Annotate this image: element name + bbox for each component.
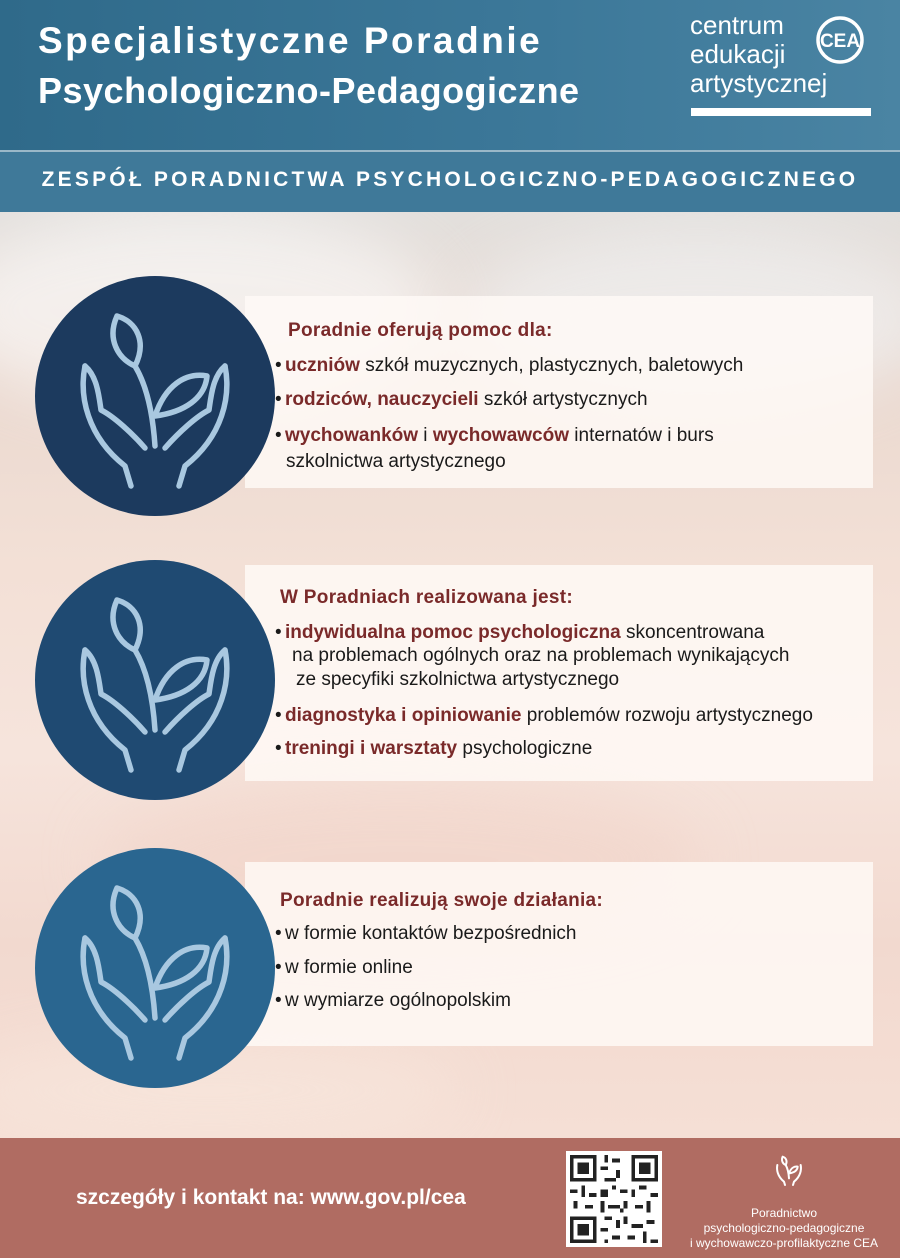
section-3-item: • w wymiarze ogólnopolskim: [275, 990, 511, 1011]
contact-link[interactable]: szczegóły i kontakt na: www.gov.pl/cea: [76, 1186, 466, 1209]
qr-code-icon[interactable]: [566, 1151, 662, 1247]
hands-plant-icon: [35, 848, 275, 1088]
section-2-title: W Poradniach realizowana jest:: [280, 587, 574, 608]
hands-plant-icon: [768, 1150, 810, 1190]
hands-plant-icon: [35, 276, 275, 516]
page-header: [0, 0, 900, 150]
logo-line1: centrum: [690, 10, 784, 40]
section-1-title: Poradnie oferują pomoc dla:: [288, 320, 553, 341]
page-title-line1: Specjalistyczne Poradnie: [38, 20, 543, 61]
section-3-item: • w formie online: [275, 957, 413, 978]
hands-plant-icon: [35, 560, 275, 800]
logo-line3: artystycznej: [690, 68, 828, 98]
cea-logo: [688, 8, 878, 118]
page-footer: [0, 1138, 900, 1258]
section-2-item: • treningi i warsztaty psychologiczne: [275, 738, 593, 759]
logo-underline: [691, 108, 871, 116]
section-1-item: • uczniów szkół muzycznych, plastycznych, baletowych: [275, 355, 744, 376]
footer-caption-line2: psychologiczno-pedagogiczne: [703, 1221, 865, 1235]
footer-caption-line3: i wychowawczo-profilaktyczne CEA: [689, 1236, 879, 1250]
section-2-item-continuation: na problemach ogólnych oraz na problemach wynikających: [292, 645, 790, 666]
footer-caption-line1: Poradnictwo: [750, 1206, 818, 1220]
section-2-item: • diagnostyka i opiniowanie problemów rozwoju artystycznego: [275, 705, 813, 726]
section-1-item-continuation: szkolnictwa artystycznego: [286, 451, 506, 472]
subheader-title: ZESPÓŁ PORADNICTWA PSYCHOLOGICZNO-PEDAGOGICZNEGO: [41, 168, 859, 191]
page-title-line2: Psychologiczno-Pedagogiczne: [38, 70, 580, 111]
subheader-bar: [0, 150, 900, 212]
section-circle-1: [35, 276, 275, 516]
section-1-item: • wychowanków i wychowawców internatów i burs: [275, 425, 714, 446]
svg-text:CEA: CEA: [819, 31, 861, 52]
logo-line2: edukacji: [690, 39, 786, 69]
section-3-title: Poradnie realizują swoje działania:: [280, 890, 604, 911]
section-circle-2: [35, 560, 275, 800]
section-2-item-continuation: ze specyfiki szkolnictwa artystycznego: [296, 669, 620, 690]
section-2-item: • indywidualna pomoc psychologiczna skoncentrowana: [275, 622, 765, 643]
section-1-item: • rodziców, nauczycieli szkół artystycznych: [275, 389, 648, 410]
section-circle-3: [35, 848, 275, 1088]
cea-mark-icon: [814, 14, 866, 66]
section-3-item: • w formie kontaktów bezpośrednich: [275, 923, 577, 944]
